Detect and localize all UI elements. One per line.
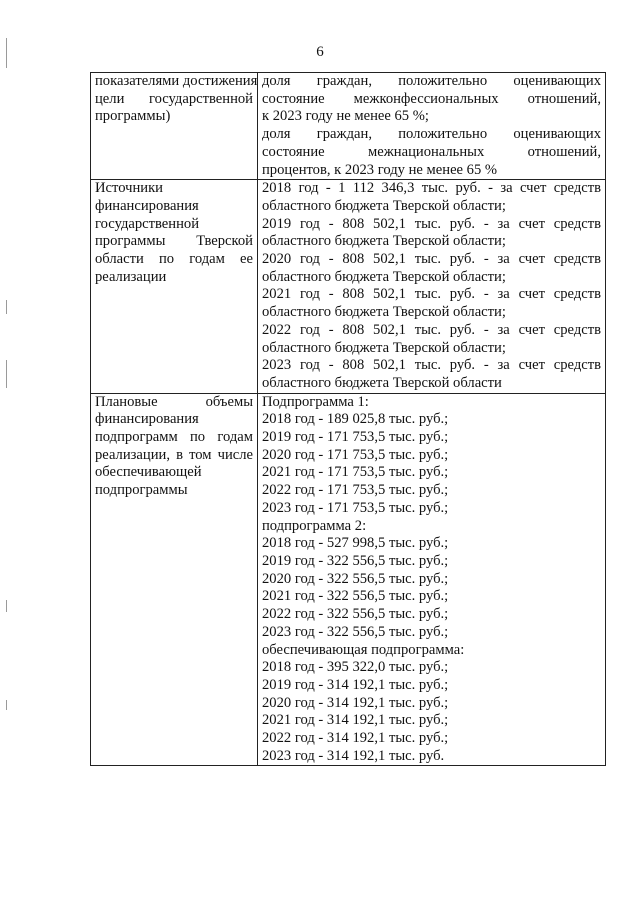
row-label-cell xyxy=(91,393,258,766)
content-line: 2021 год - 171 753,5 тыс. руб.; xyxy=(262,464,449,481)
content-line: областного бюджета Тверской области; xyxy=(262,233,506,250)
label-line: подпрограмм по годам xyxy=(95,429,253,446)
label-line: цели государственной xyxy=(95,90,253,107)
content-line: 2019 год - 322 556,5 тыс. руб.; xyxy=(262,552,449,569)
content-line: 2020 год - 322 556,5 тыс. руб.; xyxy=(262,570,449,587)
content-line: процентов, к 2023 году не менее 65 % xyxy=(262,161,498,178)
content-line: 2023 год - 314 192,1 тыс. руб. xyxy=(262,747,445,764)
content-line: областного бюджета Тверской области; xyxy=(262,268,506,285)
content-line: обеспечивающая подпрограмма: xyxy=(262,641,465,658)
content-line: 2018 год - 395 322,0 тыс. руб.; xyxy=(262,659,449,676)
content-line: 2019 год - 171 753,5 тыс. руб.; xyxy=(262,429,449,446)
scan-margin-mark xyxy=(6,360,7,388)
content-line: 2019 год - 314 192,1 тыс. руб.; xyxy=(262,676,449,693)
content-line: 2018 год - 189 025,8 тыс. руб.; xyxy=(262,411,449,428)
label-line: области по годам ее xyxy=(95,251,253,268)
row-label-cell xyxy=(91,73,258,180)
table-row xyxy=(91,180,606,393)
row-content-cell xyxy=(258,180,606,393)
content-line: 2022 год - 808 502,1 тыс. руб. - за счет средств xyxy=(262,321,601,338)
content-line: 2021 год - 314 192,1 тыс. руб.; xyxy=(262,712,449,729)
content-line: 2023 год - 808 502,1 тыс. руб. - за счет средств xyxy=(262,357,601,374)
content-line: 2020 год - 808 502,1 тыс. руб. - за счет средств xyxy=(262,251,601,268)
label-line: реализации xyxy=(95,268,167,285)
row-content-cell xyxy=(258,393,606,766)
label-line: финансирования xyxy=(95,197,199,214)
scan-margin-mark xyxy=(6,300,7,314)
content-line: доля граждан, положительно оценивающих xyxy=(262,73,601,89)
passport-table xyxy=(90,72,606,766)
content-line: 2020 год - 314 192,1 тыс. руб.; xyxy=(262,694,449,711)
label-line: программы Тверской xyxy=(95,233,253,250)
content-line: 2020 год - 171 753,5 тыс. руб.; xyxy=(262,446,449,463)
content-line: 2018 год - 527 998,5 тыс. руб.; xyxy=(262,535,449,552)
content-line: областного бюджета Тверской области xyxy=(262,374,502,391)
content-line: 2021 год - 808 502,1 тыс. руб. - за счет средств xyxy=(262,286,601,303)
label-line: программы) xyxy=(95,108,171,125)
label-line: показателями достижения xyxy=(95,73,258,89)
scan-margin-mark xyxy=(6,600,7,612)
scan-margin-mark xyxy=(6,700,7,710)
row-content-cell xyxy=(258,73,606,180)
content-line: областного бюджета Тверской области; xyxy=(262,197,506,214)
content-line: 2022 год - 314 192,1 тыс. руб.; xyxy=(262,730,449,747)
content-line: Подпрограмма 1: xyxy=(262,393,369,410)
label-line: финансирования xyxy=(95,411,199,428)
row-label-cell xyxy=(91,180,258,393)
content-line: областного бюджета Тверской области; xyxy=(262,339,506,356)
table-row xyxy=(91,393,606,766)
content-line: доля граждан, положительно оценивающих xyxy=(262,126,601,143)
label-line: Плановые объемы xyxy=(95,393,253,410)
content-line: областного бюджета Тверской области; xyxy=(262,304,506,321)
content-line: 2022 год - 322 556,5 тыс. руб.; xyxy=(262,606,449,623)
table-row xyxy=(91,73,606,180)
content-line: 2023 год - 322 556,5 тыс. руб.; xyxy=(262,623,449,640)
content-line: 2021 год - 322 556,5 тыс. руб.; xyxy=(262,588,449,605)
label-line: подпрограммы xyxy=(95,482,188,499)
label-line: обеспечивающей xyxy=(95,464,202,481)
content-line: 2018 год - 1 112 346,3 тыс. руб. - за счет средств xyxy=(262,180,601,197)
label-line: реализации, в том числе xyxy=(95,446,253,463)
content-line: подпрограмма 2: xyxy=(262,517,367,534)
label-line: государственной xyxy=(95,215,200,232)
content-line: 2023 год - 171 753,5 тыс. руб.; xyxy=(262,499,449,516)
label-line: Источники xyxy=(95,180,163,197)
content-line: 2019 год - 808 502,1 тыс. руб. - за счет средств xyxy=(262,215,601,232)
content-line: состояние межнациональных отношений, xyxy=(262,143,601,160)
content-line: к 2023 году не менее 65 %; xyxy=(262,108,429,125)
content-line: 2022 год - 171 753,5 тыс. руб.; xyxy=(262,482,449,499)
content-line: состояние межконфессиональных отношений, xyxy=(262,90,601,107)
page-number: 6 xyxy=(316,44,324,60)
